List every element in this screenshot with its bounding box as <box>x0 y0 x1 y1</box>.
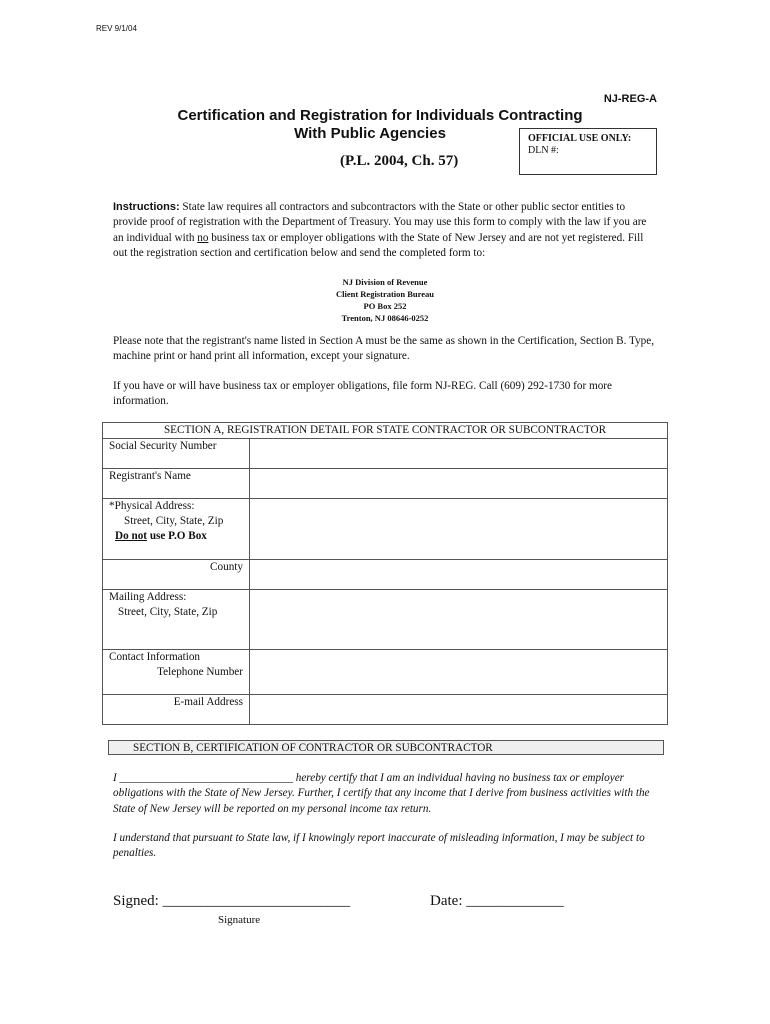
signature-line[interactable]: Signed: _________________________ <box>113 893 351 909</box>
physical-address-title: *Physical Address: <box>109 500 195 512</box>
address-line: Trenton, NJ 08646-0252 <box>341 313 429 323</box>
date-line[interactable]: Date: _____________ <box>430 893 564 909</box>
mailing-address-field[interactable] <box>250 590 668 650</box>
business-obligations-note: If you have or will have business tax or employer obligations, file form NJ-REG. Call (609) 292-1730 for more information. <box>113 380 612 408</box>
signature-caption: Signature <box>218 914 261 926</box>
mailing-address-label <box>103 590 250 650</box>
mailing-address-sub: Street, City, State, Zip <box>118 606 218 618</box>
registrant-name-note: Please note that the registrant's name listed in Section A must be the same as shown in the Certification, Section B. Type, machine print or hand print all information, except your signature. <box>113 335 655 363</box>
telephone-field[interactable] <box>250 650 668 695</box>
certification-statement: I _______________________________ hereby certify that I am an individual having no business tax or employer obligations with the State of New Jersey. Further, I certify that any income that I derive from business activities with the State of New Jersey will be reported on my personal income tax return. <box>113 772 650 815</box>
section-a-table <box>102 422 668 725</box>
physical-address-sub: Street, City, State, Zip <box>124 515 224 527</box>
contact-info-title: Contact Information <box>109 651 201 663</box>
address-line: Client Registration Bureau <box>335 289 435 299</box>
instructions-text-1: State law requires all contractors and subcontractors with the State or other public sector entities to provide proof of registration with the Department of Treasury. You may use this form to comply with the law if you are an individual with <box>113 201 647 244</box>
instructions-paragraph <box>113 200 658 261</box>
form-title-line2: With Public Agencies <box>294 125 446 142</box>
registrant-name-label: Registrant's Name <box>103 469 250 499</box>
po-box-warning-do-not: Do not <box>115 530 148 542</box>
ssn-label: Social Security Number <box>103 439 250 469</box>
po-box-warning-rest: use P.O Box <box>147 530 207 542</box>
instructions-underlined-no: no <box>197 231 209 244</box>
po-box-warning <box>109 529 243 544</box>
statute-reference: (P.L. 2004, Ch. 57) <box>340 153 459 169</box>
ssn-field[interactable] <box>250 439 668 469</box>
mailing-address-title: Mailing Address: <box>109 591 187 603</box>
telephone-label: Telephone Number <box>157 666 243 678</box>
instructions-label: Instructions: <box>113 201 180 213</box>
official-use-box <box>519 128 657 175</box>
dln-label: DLN #: <box>528 145 559 156</box>
instructions-text-2: business tax or employer obligations with the State of New Jersey and are not yet registered. Fill out the registration section and certification below and send the completed form to: <box>113 231 644 259</box>
section-b-heading: SECTION B, CERTIFICATION OF CONTRACTOR OR SUBCONTRACTOR <box>108 740 664 755</box>
form-code: NJ-REG-A <box>603 93 657 105</box>
county-field[interactable] <box>250 560 668 590</box>
email-field[interactable] <box>250 695 668 725</box>
revision-label: REV 9/1/04 <box>96 24 137 33</box>
county-label: County <box>103 560 250 590</box>
form-title-line1: Certification and Registration for Individuals Contracting <box>177 107 583 124</box>
address-line: PO Box 252 <box>363 301 407 311</box>
penalty-statement: I understand that pursuant to State law, if I knowingly report inaccurate of misleading information, I may be subject to penalties. <box>113 832 645 860</box>
section-a-heading: SECTION A, REGISTRATION DETAIL FOR STATE CONTRACTOR OR SUBCONTRACTOR <box>103 423 668 439</box>
email-label: E-mail Address <box>103 695 250 725</box>
contact-info-label <box>103 650 250 695</box>
registrant-name-field[interactable] <box>250 469 668 499</box>
physical-address-label <box>103 499 250 560</box>
physical-address-field[interactable] <box>250 499 668 560</box>
official-use-label: OFFICIAL USE ONLY: <box>528 133 632 144</box>
mailing-address-block <box>210 276 560 324</box>
address-line: NJ Division of Revenue <box>342 277 428 287</box>
